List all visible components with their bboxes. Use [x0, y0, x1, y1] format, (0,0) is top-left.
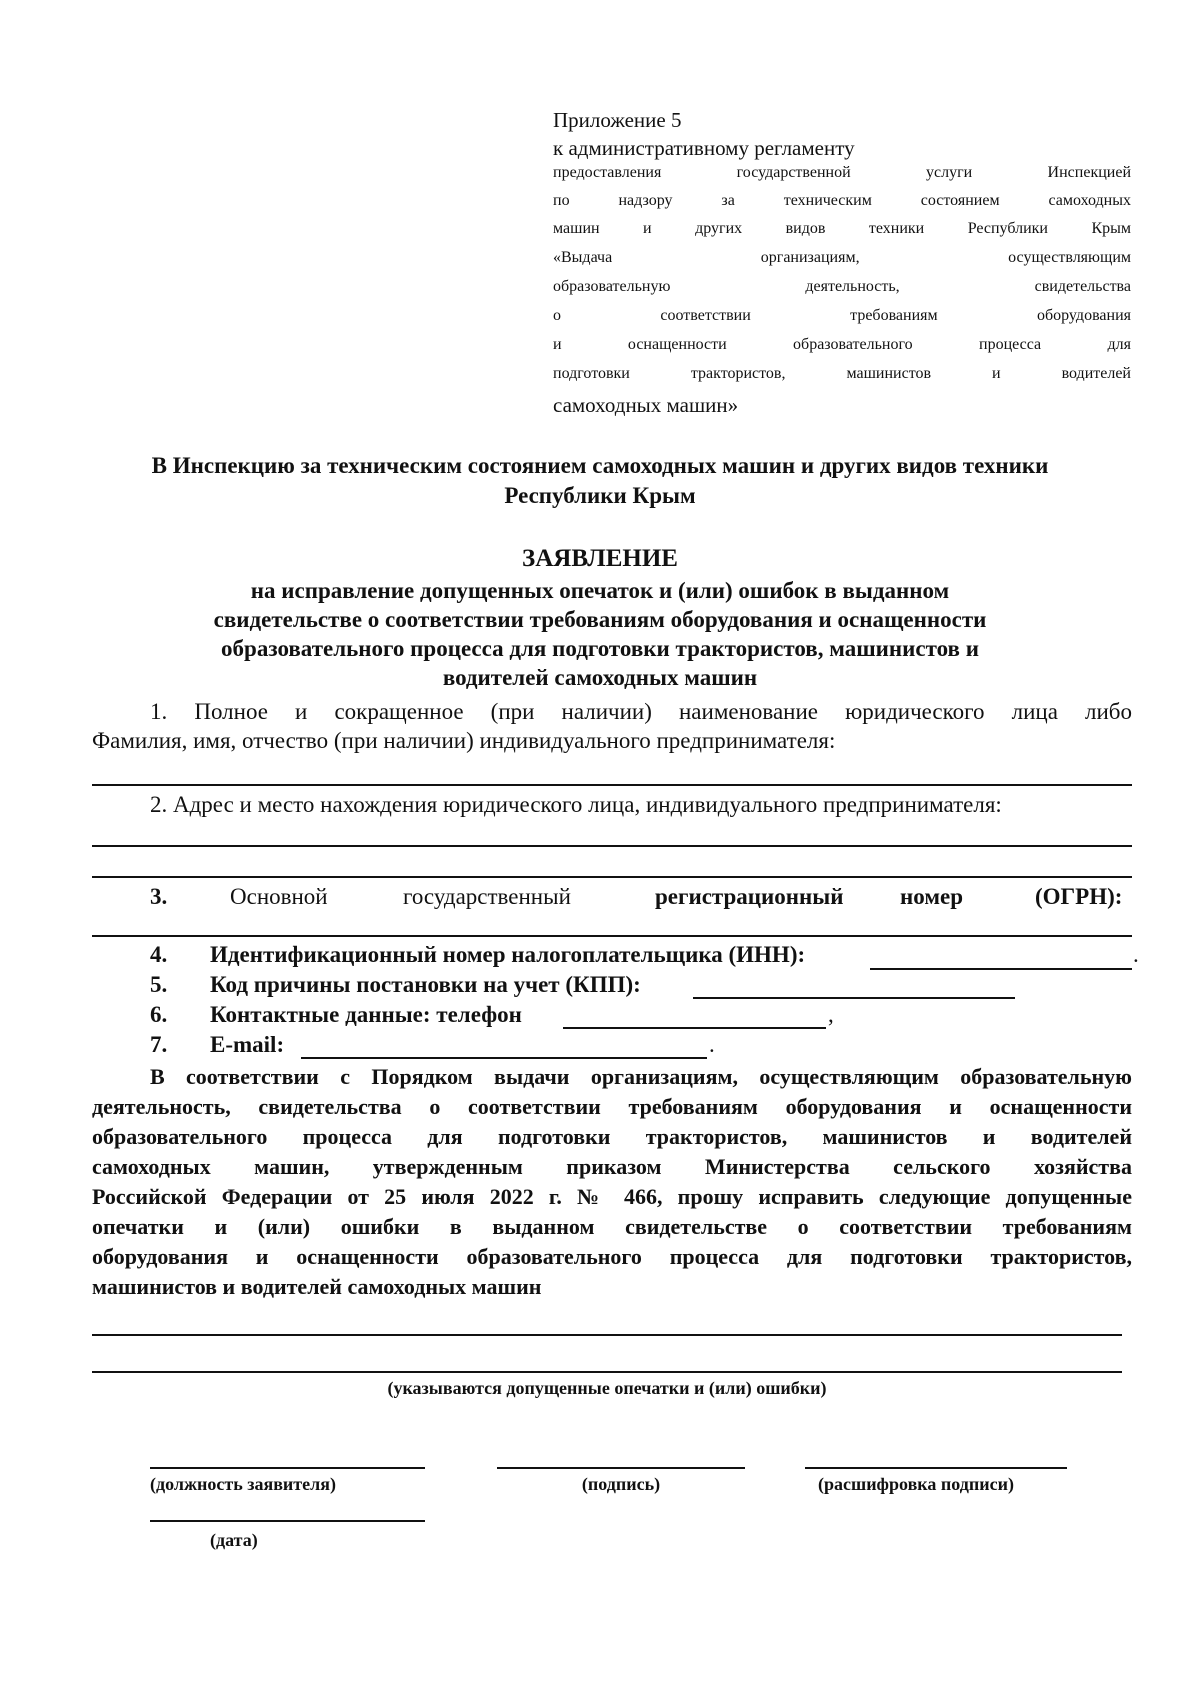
- appendix-line: к административному регламенту: [553, 136, 855, 160]
- title-subline: водителей самоходных машин: [442, 665, 758, 690]
- errors-input-line[interactable]: [92, 1334, 1122, 1336]
- appendix-line: о соответствии требованиям оборудования: [553, 307, 1131, 324]
- phone-input-line[interactable]: [563, 1027, 826, 1029]
- date-caption: (дата): [210, 1530, 258, 1550]
- field-7-end: .: [709, 1032, 715, 1057]
- decryption-caption: (расшифровка подписи): [818, 1474, 1014, 1494]
- body-line: самоходных машин, утвержденным приказом Министерства сельского хозяйства: [92, 1154, 1132, 1179]
- body-line: машинистов и водителей самоходных машин: [92, 1274, 542, 1299]
- kpp-input-line[interactable]: [693, 997, 1015, 999]
- appendix-line: Приложение 5: [553, 108, 682, 132]
- field-2-input-line[interactable]: [92, 876, 1132, 878]
- appendix-line: предоставления государственной услуги Инспекцией: [553, 164, 1131, 181]
- body-line: Российской Федерации от 25 июля 2022 г. № 466, прошу исправить следующие допущенные: [92, 1184, 1132, 1209]
- position-input-line[interactable]: [150, 1467, 425, 1469]
- title-subline: образовательного процесса для подготовки трактористов, машинистов и: [221, 636, 979, 661]
- field-7-number: 7.: [150, 1032, 168, 1057]
- errors-caption: (указываются допущенные опечатки и (или) ошибки): [387, 1378, 827, 1398]
- field-2-label: 2. Адрес и место нахождения юридического лица, индивидуального предпринимателя:: [150, 792, 1002, 817]
- field-3-word: (ОГРН):: [1035, 884, 1123, 909]
- field-3-number: 3.: [150, 884, 168, 909]
- body-line: В соответствии с Порядком выдачи организациям, осуществляющим образовательную: [150, 1064, 1132, 1089]
- body-line: опечатки и (или) ошибки в выданном свидетельстве о соответствии требованиям: [92, 1214, 1132, 1239]
- appendix-line: подготовки трактористов, машинистов и водителей: [553, 365, 1131, 382]
- field-6-label: Контактные данные: телефон: [210, 1002, 522, 1027]
- field-3-input-line[interactable]: [92, 935, 1132, 937]
- field-2-input-line[interactable]: [92, 845, 1132, 847]
- errors-input-line[interactable]: [92, 1371, 1122, 1373]
- document-title: ЗАЯВЛЕНИЕ: [522, 545, 678, 572]
- title-subline: на исправление допущенных опечаток и (или) ошибок в выданном: [250, 578, 950, 603]
- decryption-input-line[interactable]: [805, 1467, 1067, 1469]
- field-1-label: 1. Полное и сокращенное (при наличии) наименование юридического лица либо: [150, 699, 1132, 724]
- appendix-line: «Выдача организациям, осуществляющим: [553, 249, 1131, 266]
- field-3-word: Основной: [230, 884, 328, 909]
- field-5-number: 5.: [150, 972, 168, 997]
- field-3-word: регистрационный: [655, 884, 844, 909]
- signature-caption: (подпись): [581, 1474, 661, 1494]
- appendix-line: и оснащенности образовательного процесса для: [553, 336, 1131, 353]
- appendix-line: самоходных машин»: [553, 393, 739, 417]
- appendix-line: образовательную деятельность, свидетельства: [553, 278, 1131, 295]
- field-1-input-line[interactable]: [92, 784, 1132, 786]
- field-7-label: E-mail:: [210, 1032, 285, 1057]
- inn-input-line[interactable]: [870, 968, 1132, 970]
- field-6-number: 6.: [150, 1002, 168, 1027]
- appendix-line: машин и других видов техники Республики Крым: [553, 220, 1131, 237]
- body-line: образовательного процесса для подготовки трактористов, машинистов и водителей: [92, 1124, 1132, 1149]
- field-5-label: Код причины постановки на учет (КПП):: [210, 972, 641, 997]
- title-subline: свидетельстве о соответствии требованиям оборудования и оснащенности: [213, 607, 987, 632]
- field-6-end: ,: [828, 1002, 834, 1027]
- field-3-word: номер: [900, 884, 963, 909]
- date-input-line[interactable]: [150, 1520, 425, 1522]
- email-input-line[interactable]: [301, 1057, 707, 1059]
- field-4-label: Идентификационный номер налогоплательщика (ИНН):: [210, 942, 806, 967]
- field-4-number: 4.: [150, 942, 168, 967]
- field-1-label-cont: Фамилия, имя, отчество (при наличии) индивидуального предпринимателя:: [92, 728, 836, 753]
- recipient-line: В Инспекцию за техническим состоянием самоходных машин и других видов техники: [151, 453, 1049, 478]
- recipient-line: Республики Крым: [504, 483, 696, 508]
- field-4-end: .: [1133, 942, 1139, 967]
- signature-input-line[interactable]: [497, 1467, 745, 1469]
- position-caption: (должность заявителя): [150, 1474, 336, 1494]
- body-line: деятельность, свидетельства о соответствии требованиям оборудования и оснащенности: [92, 1094, 1132, 1119]
- field-3-word: государственный: [403, 884, 571, 909]
- appendix-line: по надзору за техническим состоянием самоходных: [553, 192, 1131, 209]
- body-line: оборудования и оснащенности образовательного процесса для подготовки трактористов,: [92, 1244, 1132, 1269]
